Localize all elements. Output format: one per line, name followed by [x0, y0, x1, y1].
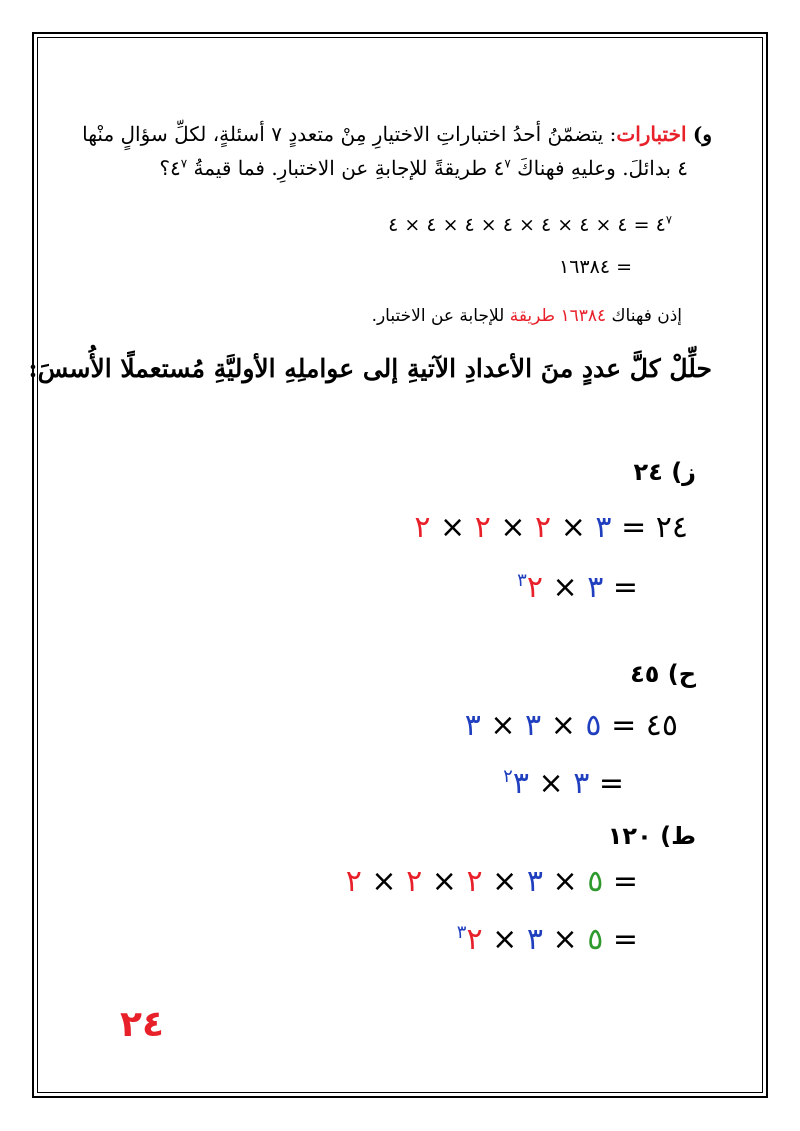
problem-term: اختبارات	[616, 122, 687, 146]
part-z-power-form: ٣ × $^٣$٢ =	[517, 570, 638, 605]
part-z-header: ز) ٢٤	[633, 458, 696, 486]
part-h-factorization: ٥ × ٣ × ٣ ٤٥ =	[464, 708, 678, 743]
problem-line-1	[82, 122, 712, 146]
page-border-inner	[37, 37, 763, 1093]
answer-sentence: إذن فهناك ١٦٣٨٤ طريقة للإجابة عن الاختبار.	[371, 306, 682, 326]
instruction-heading: حلِّلْ كلَّ عددٍ منَ الأعدادِ الآتيةِ إلى عواملِهِ الأوليَّةِ مُستعملًا الأُسسَ:	[28, 354, 712, 383]
equation-powers: $٤^٧$ = ٤ × ٤ × ٤ × ٤ × ٤ × ٤ × ٤	[388, 212, 672, 236]
problem-marker: و)	[692, 122, 712, 146]
page-number: ٢٤	[120, 1004, 164, 1045]
problem-text: : يتضمّنُ أحدُ اختباراتِ الاختيارِ مِنْ متعددٍ ٧ أسئلةٍ، لكلِّ سؤالٍ منْها	[82, 122, 617, 146]
part-t-power-form: ٥ × ٣ × $^٣$٢ =	[456, 922, 638, 957]
part-t-factorization: ٥ × ٣ × ٢ × ٢ × ٢ =	[345, 864, 638, 899]
part-h-power-form: ٣ × $^٢$٣ =	[503, 766, 624, 801]
problem-line-2: ٤ بدائلَ. وعليهِ فهناكَ $٤^٧$ طريقةً للإجابةِ عن الاختبارِ. فما قيمةُ $٤^٧؟$	[159, 156, 688, 180]
part-z-factorization: ٣ × ٢ × ٢ × ٢ ٢٤ =	[414, 510, 688, 545]
part-t-header: ط) ١٢٠	[607, 822, 696, 850]
answer-highlight: ١٦٣٨٤ طريقة	[509, 306, 607, 326]
equation-result: = ١٦٣٨٤	[559, 256, 632, 278]
part-h-header: ح) ٤٥	[630, 660, 696, 688]
